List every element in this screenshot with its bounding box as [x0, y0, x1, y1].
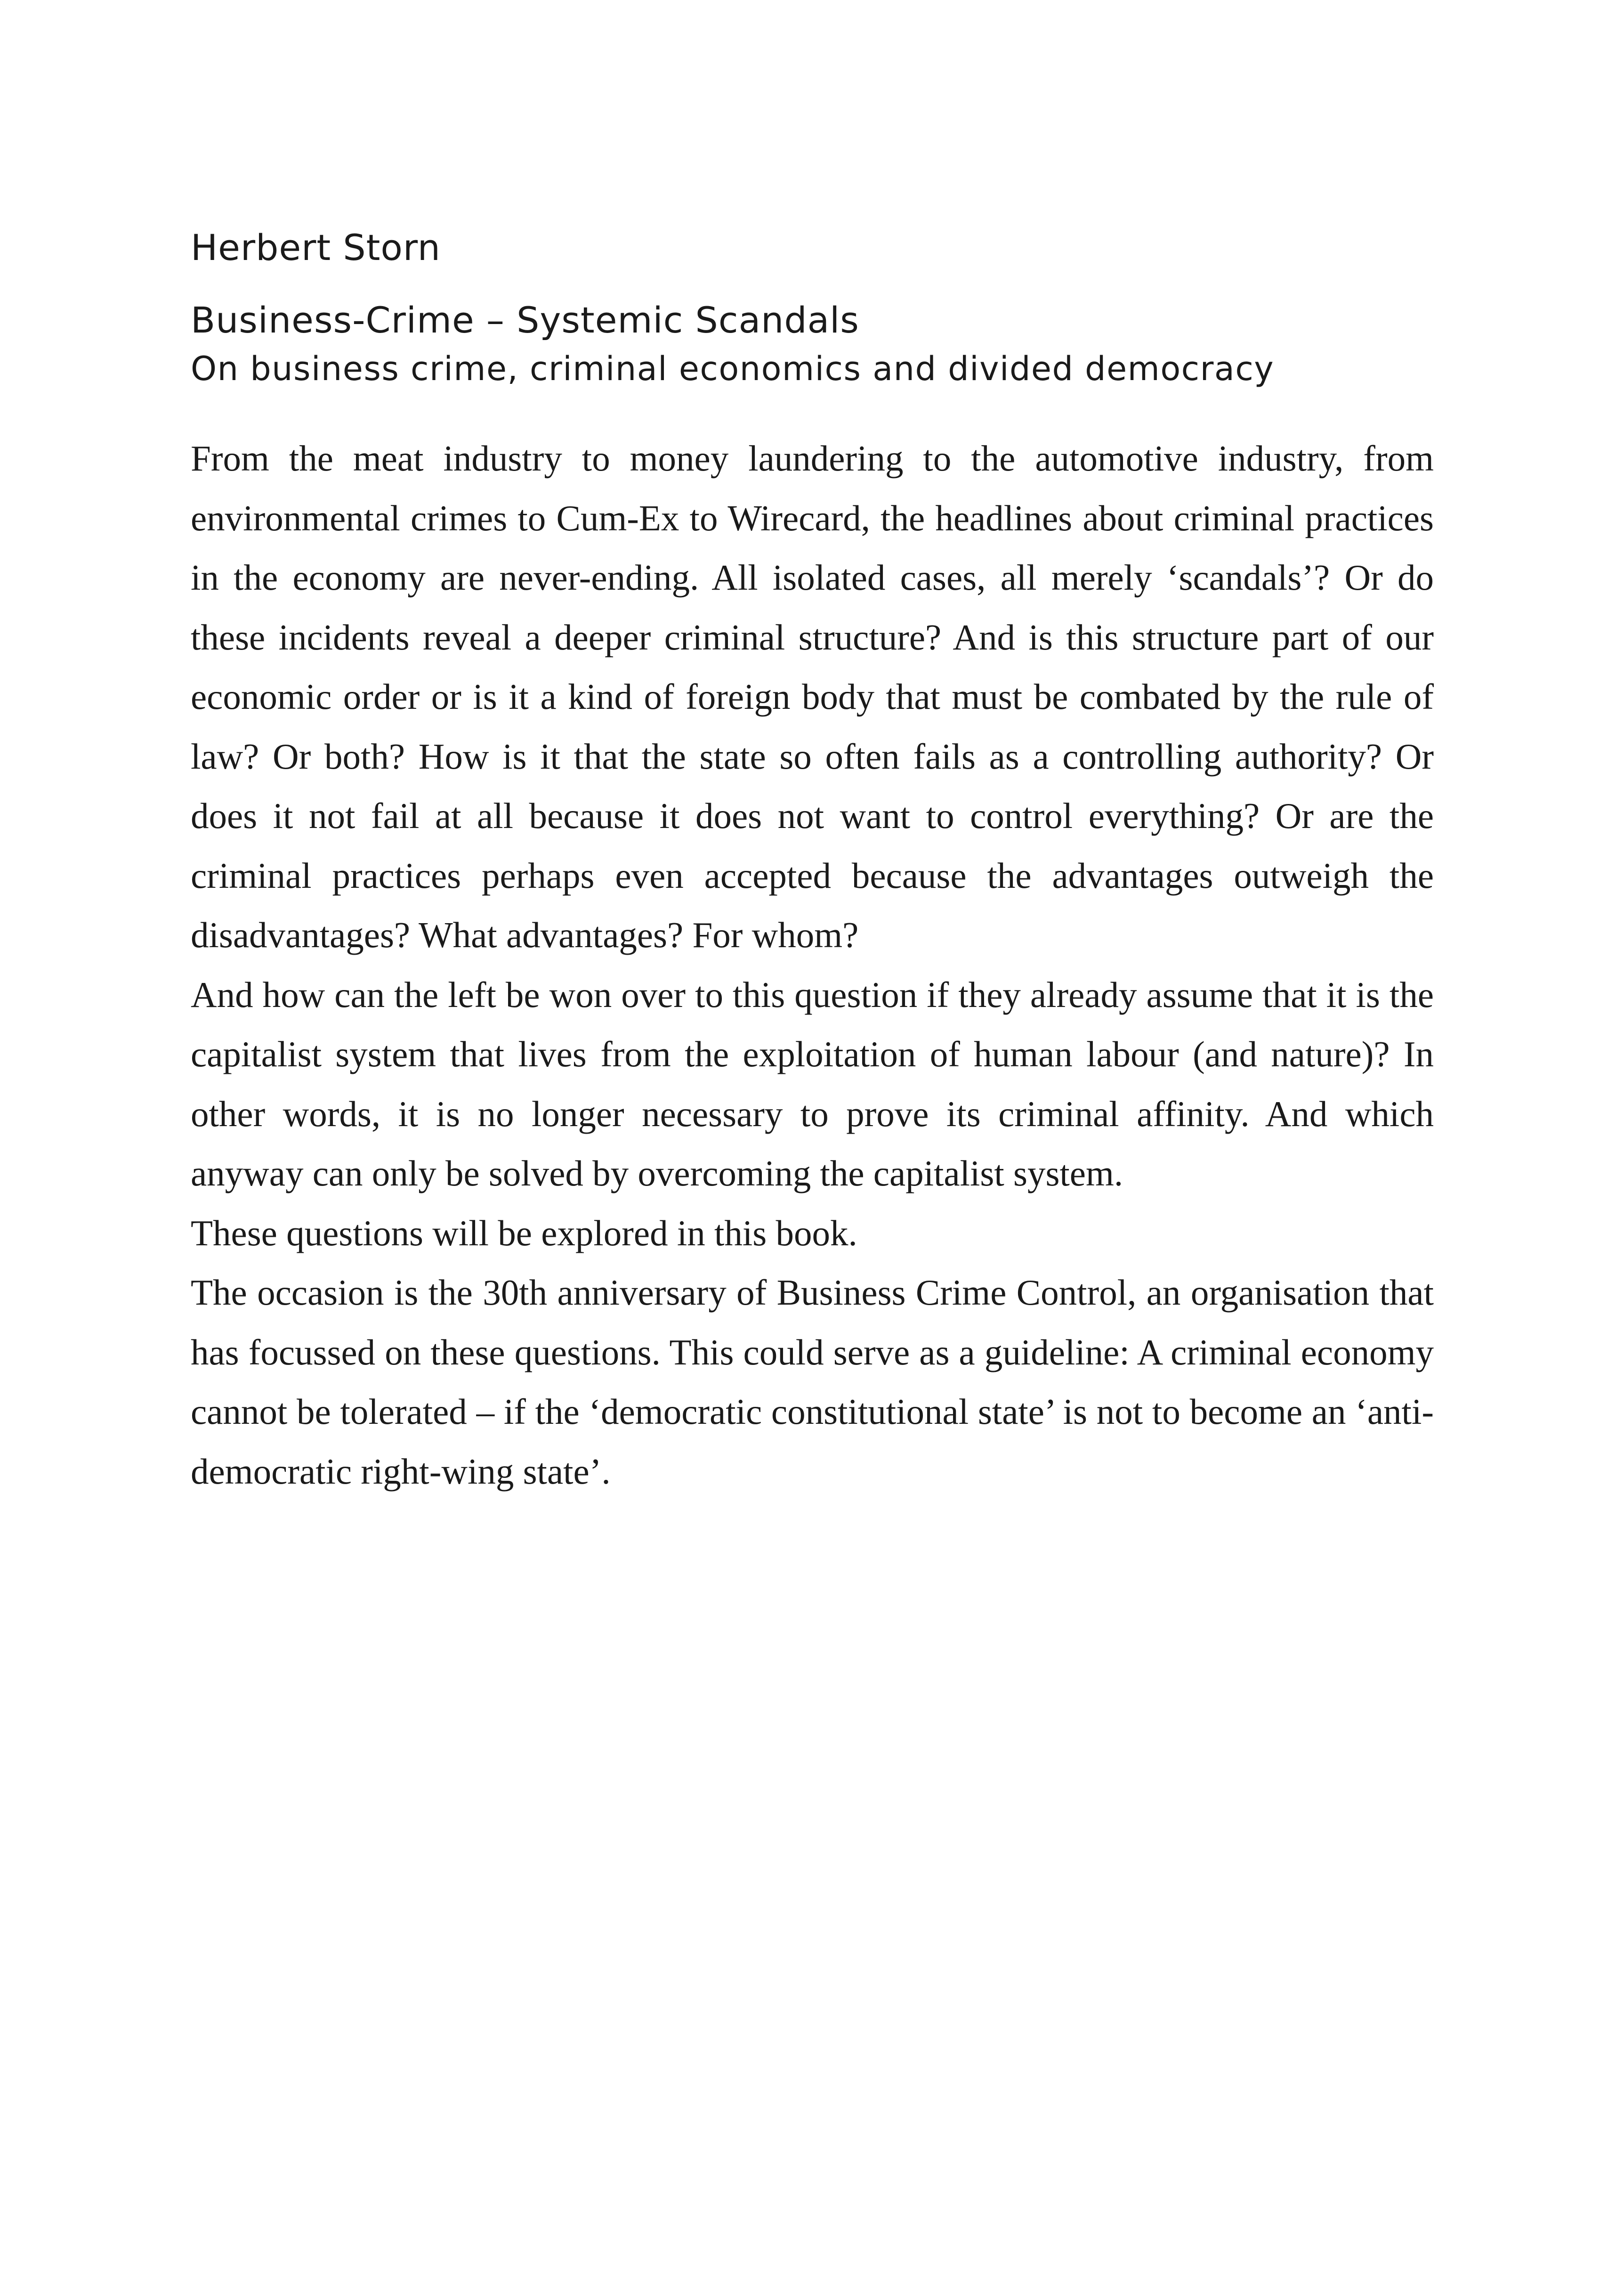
- blurb-paragraph: The occasion is the 30th anniversary of Business Crime Control, an organisation that has focussed on these questions. This could serve as a guideline: A criminal economy cannot be tolerated – if the ‘democratic constitutional state’ is not to become an ‘anti-democratic right-wing state’.: [191, 1272, 1434, 1492]
- blurb-text: [191, 429, 1434, 1501]
- blurb-paragraph: These questions will be explored in this book.: [191, 1212, 857, 1253]
- blurb-paragraph: And how can the left be won over to this question if they already assume that it is the capitalist system that lives from the exploitation of human labour (and nature)? In other words, it is no longer necessary to prove its criminal affinity. And which anyway can only be solved by overcoming the capitalist system.: [191, 974, 1434, 1193]
- book-subtitle: On business crime, criminal economics and divided democracy: [191, 349, 1275, 388]
- blurb-paragraph: From the meat industry to money laundering to the automotive industry, from environmental crimes to Cum-Ex to Wirecard, the headlines about criminal practices in the economy are never-ending. All isolated cases, all merely ‘scandals’? Or do these incidents reveal a deeper criminal structure? And is this structure part of our economic order or is it a kind of foreign body that must be combated by the rule of law? Or both? How is it that the state so often fails as a controlling authority? Or does it not fail at all because it does not want to control everything? Or are the criminal practices perhaps even accepted because the advantages outweigh the disadvantages? What advantages? For whom?: [191, 438, 1434, 955]
- book-title: Business-Crime – Systemic Scandals: [191, 299, 859, 341]
- book-blurb-page: [191, 227, 1434, 1501]
- author-name: Herbert Storn: [191, 227, 441, 268]
